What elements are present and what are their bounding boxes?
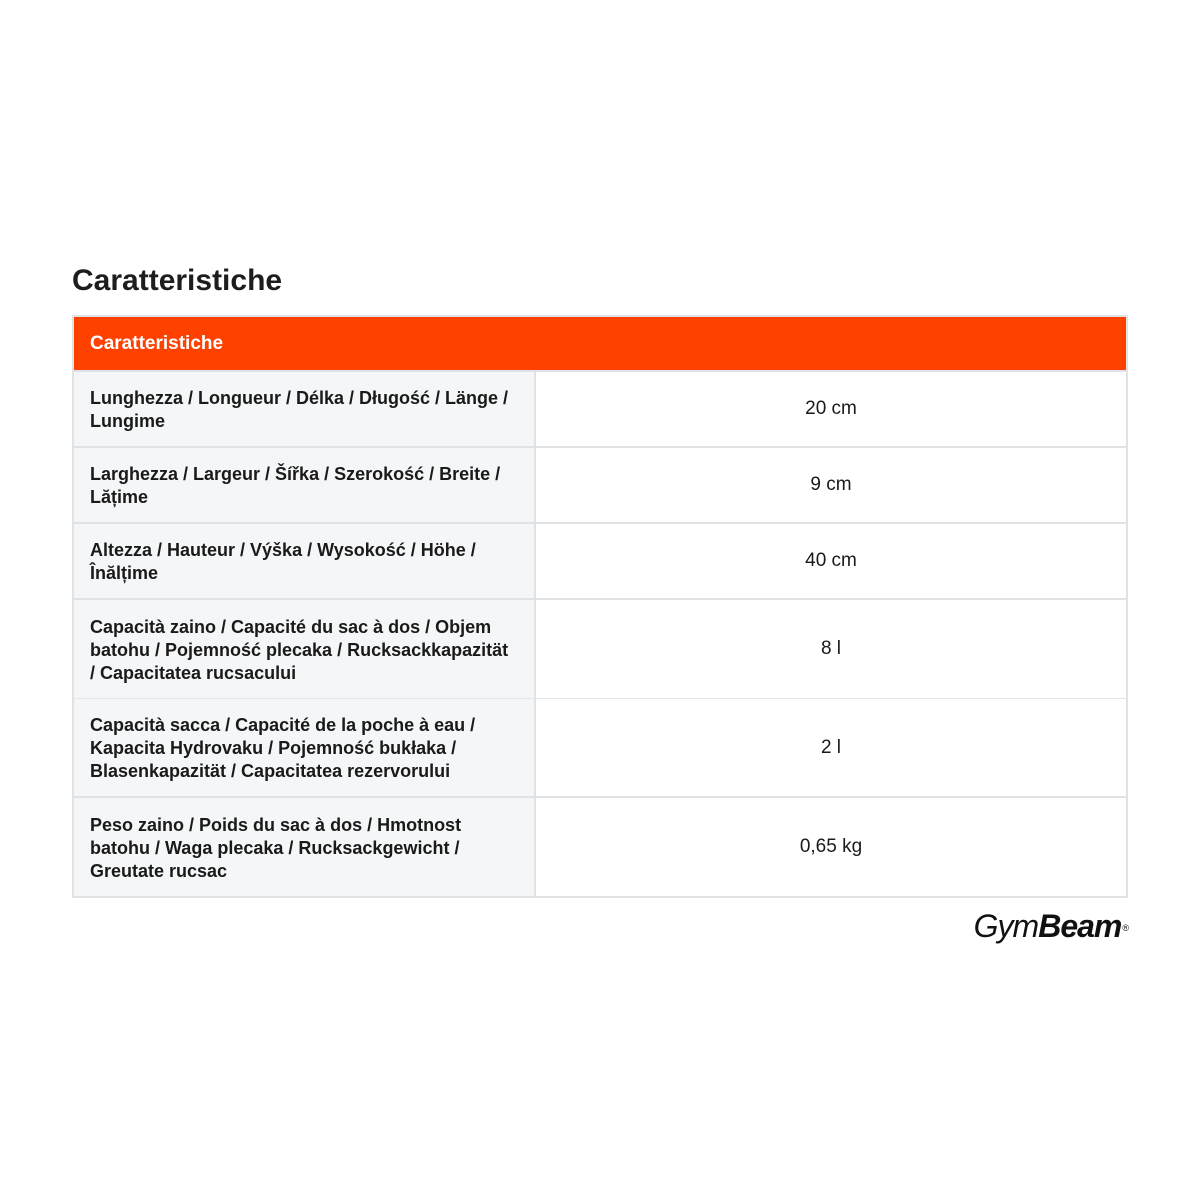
table-row [74, 598, 1126, 698]
spec-label: Peso zaino / Poids du sac à dos / Hmotnost batohu / Waga plecaka / Rucksackgewicht / Greutate rucsac [74, 798, 536, 896]
page-title: Caratteristiche [72, 264, 283, 297]
spec-table [72, 315, 1128, 898]
table-row [74, 522, 1126, 598]
spec-label: Lunghezza / Longueur / Délka / Długość / Länge / Lungime [74, 372, 536, 446]
spec-value: 20 cm [805, 398, 857, 419]
spec-value: 8 l [820, 638, 842, 659]
spec-value: 40 cm [805, 550, 857, 571]
brand-logo [974, 908, 1128, 944]
spec-value: 9 cm [810, 474, 852, 495]
table-row [74, 796, 1126, 896]
table-row [74, 446, 1126, 522]
table-row [74, 698, 1126, 796]
table-row [74, 370, 1126, 446]
spec-label: Capacità sacca / Capacité de la poche à eau / Kapacita Hydrovaku / Pojemność bukłaka / Blasenkapazität / Capacitatea rezervorului [74, 699, 536, 796]
spec-value: 0,65 kg [799, 836, 863, 857]
spec-value: 2 l [820, 736, 842, 758]
spec-label: Larghezza / Largeur / Šířka / Szerokość / Breite / Lățime [74, 448, 536, 522]
registered-mark: ® [1122, 923, 1128, 933]
table-header: Caratteristiche [74, 317, 1126, 370]
spec-label: Capacità zaino / Capacité du sac à dos / Objem batohu / Pojemność plecaka / Rucksackkapazität / Capacitatea rucsacului [74, 600, 536, 698]
brand-name-light: Gym [973, 908, 1039, 944]
brand-name-bold: Beam [1038, 908, 1122, 944]
spec-label: Altezza / Hauteur / Výška / Wysokość / Höhe / Înălțime [74, 524, 536, 598]
